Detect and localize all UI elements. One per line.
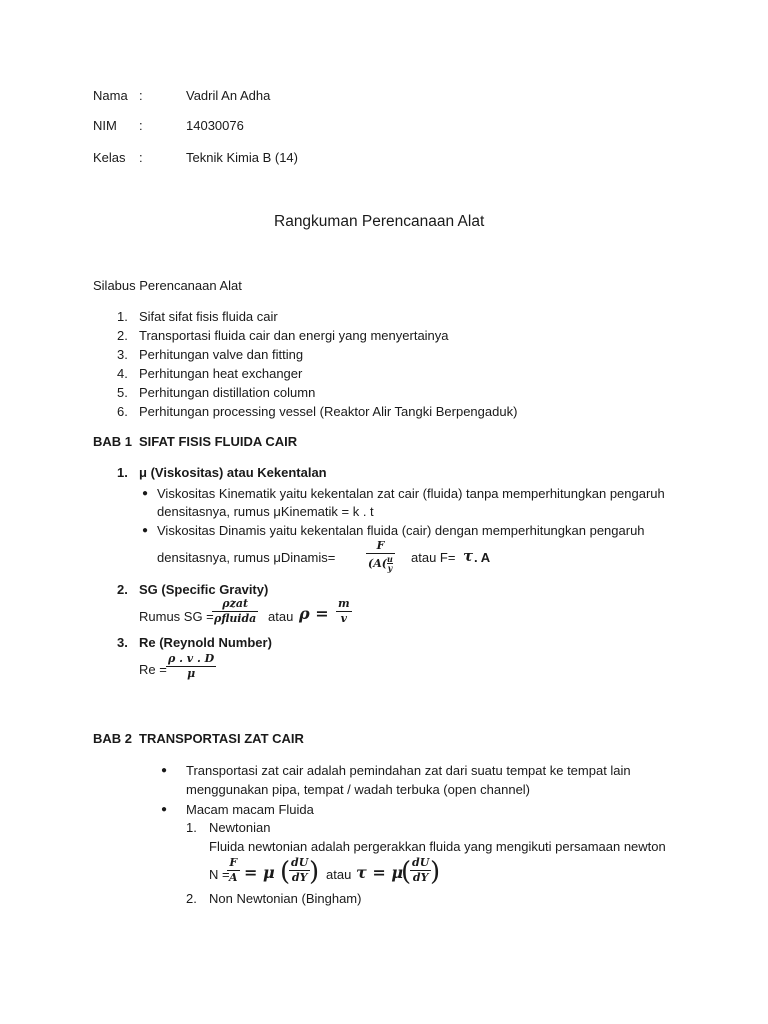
- nim-value: 14030076: [186, 118, 244, 133]
- colon: :: [139, 88, 143, 103]
- sub-number: 2.: [186, 891, 197, 906]
- section-number: 3.: [117, 635, 128, 650]
- list-item-number: 6.: [117, 404, 128, 419]
- tau-symbol: τ: [463, 547, 474, 565]
- bab2-label: BAB 2: [93, 731, 133, 746]
- sub-number: 1.: [186, 820, 197, 835]
- du-dy-fraction: [289, 857, 310, 884]
- atau-label: atau: [326, 867, 352, 882]
- rumus-sg: Rumus SG =: [139, 609, 214, 624]
- bullet-icon: ●: [142, 525, 149, 536]
- atau-f: atau F=: [411, 550, 456, 565]
- bullet-icon: ●: [142, 488, 149, 499]
- inner-numerator: u: [387, 554, 393, 564]
- kelas-value: Teknik Kimia B (14): [186, 150, 298, 165]
- fraction-numerator: dU: [291, 856, 309, 869]
- newtonian-title: Newtonian: [209, 820, 271, 835]
- bab1-title: SIFAT FISIS FLUIDA CAIR: [139, 434, 298, 449]
- bab1-label: BAB 1: [93, 434, 133, 449]
- colon: :: [139, 150, 143, 165]
- kinematik-line1: Viskositas Kinematik yaitu kekentalan zat cair (fluida) tanpa memperhitungkan pengaruh: [157, 486, 665, 501]
- list-item: Perhitungan valve dan fitting: [139, 347, 304, 362]
- fraction-numerator: dU: [412, 856, 430, 869]
- fraction-numerator: F: [229, 856, 238, 869]
- fraction-numerator: F: [376, 539, 385, 552]
- fraction-denominator: v: [340, 612, 348, 625]
- re-heading: Re (Reynold Number): [139, 635, 272, 650]
- re-fraction: [166, 653, 216, 680]
- denominator-a: (A(: [368, 556, 387, 570]
- list-item-number: 4.: [117, 366, 128, 381]
- atau-text: atau: [268, 609, 294, 624]
- bullet-icon: ●: [161, 765, 168, 776]
- kelas-label: Kelas: [93, 150, 126, 165]
- paren-open: (: [401, 857, 412, 887]
- bab2-title: TRANSPORTASI ZAT CAIR: [139, 731, 304, 746]
- fraction-denominator: dY: [412, 871, 429, 884]
- list-item: Transportasi fluida cair dan energi yang menyertainya: [139, 328, 449, 343]
- inner-fraction: [387, 555, 393, 572]
- list-item-number: 5.: [117, 385, 128, 400]
- nama-value: Vadril An Adha: [186, 88, 271, 103]
- paren-close: ): [309, 857, 320, 887]
- macam-fluida: Macam macam Fluida: [186, 802, 314, 817]
- n-fraction: [227, 857, 240, 884]
- list-item-number: 3.: [117, 347, 128, 362]
- page-title: Rangkuman Perencanaan Alat: [274, 213, 485, 230]
- bullet-icon: ●: [161, 804, 168, 815]
- newtonian-desc: Fluida newtonian adalah pergerakkan fluida yang mengikuti persamaan newton: [209, 839, 666, 854]
- dinamis-line2: densitasnya, rumus μDinamis=: [157, 550, 336, 565]
- list-item: Perhitungan processing vessel (Reaktor Alir Tangki Berpengaduk): [139, 404, 518, 419]
- fraction-numerator: ρ . v . D: [168, 652, 215, 665]
- re-equals: Re =: [139, 662, 167, 677]
- sg-heading: SG (Specific Gravity): [139, 582, 269, 597]
- paren-open: (: [280, 857, 291, 887]
- rho-equals: ρ =: [299, 604, 329, 623]
- sg-fraction: [212, 598, 258, 625]
- transportasi-line2: menggunakan pipa, tempat / wadah terbuka (open channel): [186, 782, 531, 797]
- kinematik-line2: densitasnya, rumus μKinematik = k . t: [157, 504, 374, 519]
- du-dy-fraction: [410, 857, 431, 884]
- fraction-numerator: ρzat: [222, 597, 249, 610]
- tau-mu: [356, 865, 403, 881]
- viskositas-heading: μ (Viskositas) atau Kekentalan: [139, 465, 327, 480]
- fraction-denominator: [366, 555, 395, 572]
- fraction-denominator: ρfluida: [214, 612, 257, 625]
- non-newtonian-title: Non Newtonian (Bingham): [209, 891, 362, 906]
- fraction-denominator: A: [229, 871, 238, 884]
- section-number: 2.: [117, 582, 128, 597]
- dinamis-line1: Viskositas Dinamis yaitu kekentalan fluida (cair) dengan memperhitungkan pengaruh: [157, 523, 645, 538]
- section-number: 1.: [117, 465, 128, 480]
- list-item: Sifat sifat fisis fluida cair: [139, 309, 278, 324]
- silabus-heading: Silabus Perencanaan Alat: [93, 278, 242, 293]
- dot-a: . A: [474, 550, 491, 565]
- list-item-number: 2.: [117, 328, 128, 343]
- fraction-numerator: m: [338, 597, 350, 610]
- fraction-denominator: dY: [291, 871, 308, 884]
- inner-denominator: y: [387, 563, 393, 573]
- transportasi-line1: Transportasi zat cair adalah pemindahan zat dari suatu tempat ke tempat lain: [186, 763, 631, 778]
- fraction-denominator: μ: [187, 667, 196, 680]
- tau-eq-mu: τ = μ: [356, 863, 404, 882]
- list-item-number: 1.: [117, 309, 128, 324]
- n-equals: N =: [209, 867, 230, 882]
- nama-label: Nama: [93, 88, 128, 103]
- list-item: Perhitungan heat exchanger: [139, 366, 303, 381]
- rho-fraction: [336, 598, 352, 625]
- nim-label: NIM: [93, 118, 117, 133]
- eq-mu: = μ: [244, 863, 275, 882]
- colon: :: [139, 118, 143, 133]
- list-item: Perhitungan distillation column: [139, 385, 316, 400]
- dinamis-fraction: [366, 540, 395, 572]
- paren-close: ): [430, 857, 441, 887]
